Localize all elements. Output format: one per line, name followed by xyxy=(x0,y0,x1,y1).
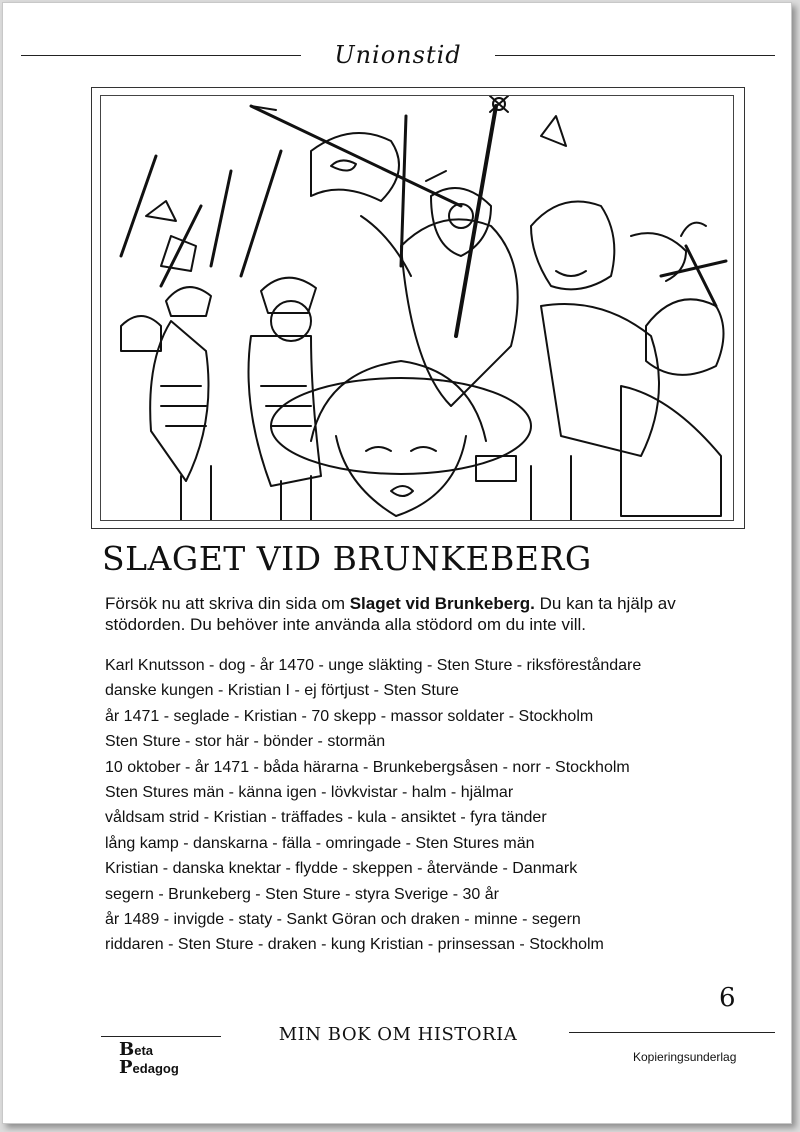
instructions-text-start: Försök nu att skriva din sida om xyxy=(105,594,350,613)
page-number: 6 xyxy=(719,983,736,1013)
logo-text-edagog: edagog xyxy=(132,1061,179,1076)
instructions xyxy=(105,593,715,635)
publisher-logo xyxy=(107,1039,187,1079)
keyword-line: våldsam strid - Kristian - träffades - kula - ansiktet - fyra tänder xyxy=(105,809,547,827)
worksheet-page xyxy=(2,2,792,1124)
footer-title: MIN BOK OM HISTORIA xyxy=(278,1024,518,1045)
instructions-text-end: Du kan ta hjälp av stödorden. Du behöver inte använda alla stödord om du inte vill. xyxy=(105,594,676,634)
keyword-line: lång kamp - danskarna - fälla - omringade - Sten Stures män xyxy=(105,834,535,852)
logo-initial-p: P xyxy=(119,1057,133,1078)
keyword-line: Kristian - danska knektar - flydde - skeppen - återvände - Danmark xyxy=(105,860,578,878)
keyword-line: Sten Stures män - känna igen - lövkvistar - halm - hjälmar xyxy=(105,784,514,802)
logo-line-pedagog xyxy=(119,1057,179,1078)
keyword-list xyxy=(105,653,745,958)
battle-illustration-icon xyxy=(100,95,734,521)
keyword-line: 10 oktober - år 1471 - båda härarna - Brunkebergsåsen - norr - Stockholm xyxy=(105,758,630,776)
logo-initial-b: B xyxy=(119,1039,135,1060)
header-rule-left xyxy=(21,55,301,56)
copy-permission-note: Kopieringsunderlag xyxy=(633,1050,737,1064)
keyword-line: riddaren - Sten Sture - draken - kung Kristian - prinsessan - Stockholm xyxy=(105,936,604,954)
header-rule-right xyxy=(495,55,775,56)
page-title: SLAGET VID BRUNKEBERG xyxy=(102,539,592,578)
footer-rule-left xyxy=(101,1036,221,1037)
instructions-topic: Slaget vid Brunkeberg. xyxy=(349,594,535,613)
keyword-line: Sten Sture - stor här - bönder - stormän xyxy=(105,733,386,751)
logo-line-beta xyxy=(119,1039,154,1060)
logo-text-eta: eta xyxy=(134,1043,154,1058)
keyword-line: år 1471 - seglade - Kristian - 70 skepp - massor soldater - Stockholm xyxy=(105,707,594,725)
footer-rule-right xyxy=(569,1032,775,1033)
keyword-line: danske kungen - Kristian I - ej förtjust - Sten Sture xyxy=(105,682,459,700)
keyword-line: Karl Knutsson - dog - år 1470 - unge släkting - Sten Sture - riksföreståndare xyxy=(105,657,642,674)
keyword-line: år 1489 - invigde - staty - Sankt Göran och draken - minne - segern xyxy=(105,911,581,929)
header-title: Unionstid xyxy=(334,41,462,69)
keyword-line: segern - Brunkeberg - Sten Sture - styra Sverige - 30 år xyxy=(105,885,499,903)
